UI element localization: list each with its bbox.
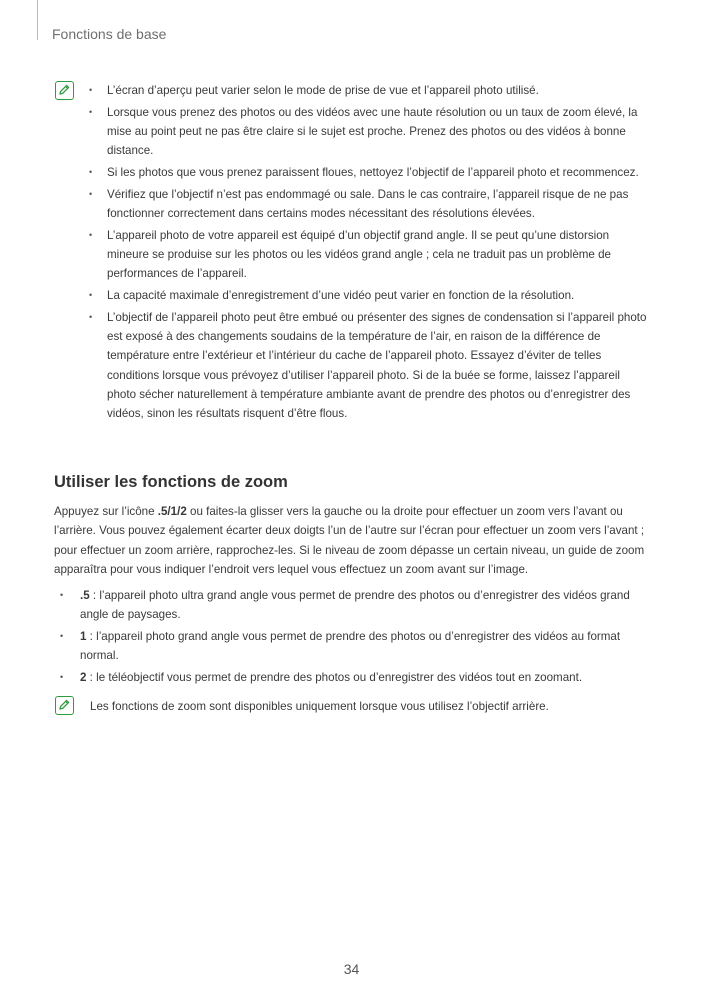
list-item: • L’objectif de l’appareil photo peut être embué ou présenter des signes de condensation si l’appareil photo est exposé à des changements soudains de la température de l’air, en raison de la différence de température entre l’extérieur et l’intérieur du cache de l’appareil photo. Essayez d’éviter de telles conditions lorsque vous prévoyez d’utiliser l’appareil photo. Si de la buée se forme, laissez l’appareil photo sécher naturellement à température ambiante avant de prendre des photos ou d’enregistrer des vidéos, sinon les résultats risquent d’être flous. <box>87 308 651 424</box>
zoom-icon-label: .5/1/2 <box>157 505 187 518</box>
zoom-description <box>54 502 651 579</box>
section-title: Utiliser les fonctions de zoom <box>54 473 288 491</box>
list-item: • L’écran d’aperçu peut varier selon le mode de prise de vue et l’appareil photo utilisé. <box>87 81 651 100</box>
note-list <box>87 81 651 426</box>
note-icon <box>55 81 74 100</box>
zoom-text: : l’appareil photo grand angle vous permet de prendre des photos ou d’enregistrer des vidéos au format normal. <box>80 629 621 663</box>
list-item: • Si les photos que vous prenez paraissent floues, nettoyez l’objectif de l’appareil photo et recommencez. <box>87 163 651 182</box>
zoom-key: .5 <box>80 589 90 602</box>
zoom-text: : le téléobjectif vous permet de prendre des photos ou d’enregistrer des vidéos tout en zoomant. <box>86 670 583 684</box>
para-text-before: Appuyez sur l’icône <box>54 505 158 518</box>
list-item <box>58 586 651 625</box>
list-item: • Vérifiez que l’objectif n’est pas endommagé ou sale. Dans le cas contraire, l’appareil risque de ne pas fonctionner correctement dans certains modes nécessitant des résolutions élevées. <box>87 185 651 224</box>
zoom-key: 1 <box>80 629 87 643</box>
zoom-list <box>58 586 651 690</box>
list-item <box>58 627 651 666</box>
list-item <box>58 668 651 687</box>
page-number: 34 <box>343 961 360 977</box>
side-rule <box>37 0 38 40</box>
list-item: • L’appareil photo de votre appareil est équipé d’un objectif grand angle. Il se peut qu’une distorsion mineure se produise sur les photos ou les vidéos grand angle ; cela ne traduit pas un problème de performances de l’appareil. <box>87 226 651 284</box>
zoom-key: 2 <box>80 670 87 684</box>
para-text-after: ou faites-la glisser vers la gauche ou la droite pour effectuer un zoom vers l’avant ou l’arrière. Vous pouvez également écarter deux doigts l’un de l’autre sur l’écran pour effectuer un zoom vers l’avant ; pour effectuer un zoom arrière, rapprochez-les. Si le niveau de zoom dépasse un certain niveau, un guide de zoom apparaîtra pour vous indiquer l’endroit vers lequel vous effectuez un zoom avant sur l’image. <box>54 505 645 576</box>
list-item: • La capacité maximale d’enregistrement d’une vidéo peut varier en fonction de la résolution. <box>87 286 651 305</box>
note-text: Les fonctions de zoom sont disponibles uniquement lorsque vous utilisez l’objectif arrière. <box>90 700 549 713</box>
running-head: Fonctions de base <box>52 26 167 42</box>
list-item: • Lorsque vous prenez des photos ou des vidéos avec une haute résolution ou un taux de zoom élevé, la mise au point peut ne pas être claire si le sujet est proche. Prenez des photos ou des vidéos à bonne distance. <box>87 103 651 161</box>
note-icon <box>55 696 74 715</box>
zoom-text: : l’appareil photo ultra grand angle vous permet de prendre des photos ou d’enregistrer des vidéos grand angle de paysages. <box>80 589 630 622</box>
